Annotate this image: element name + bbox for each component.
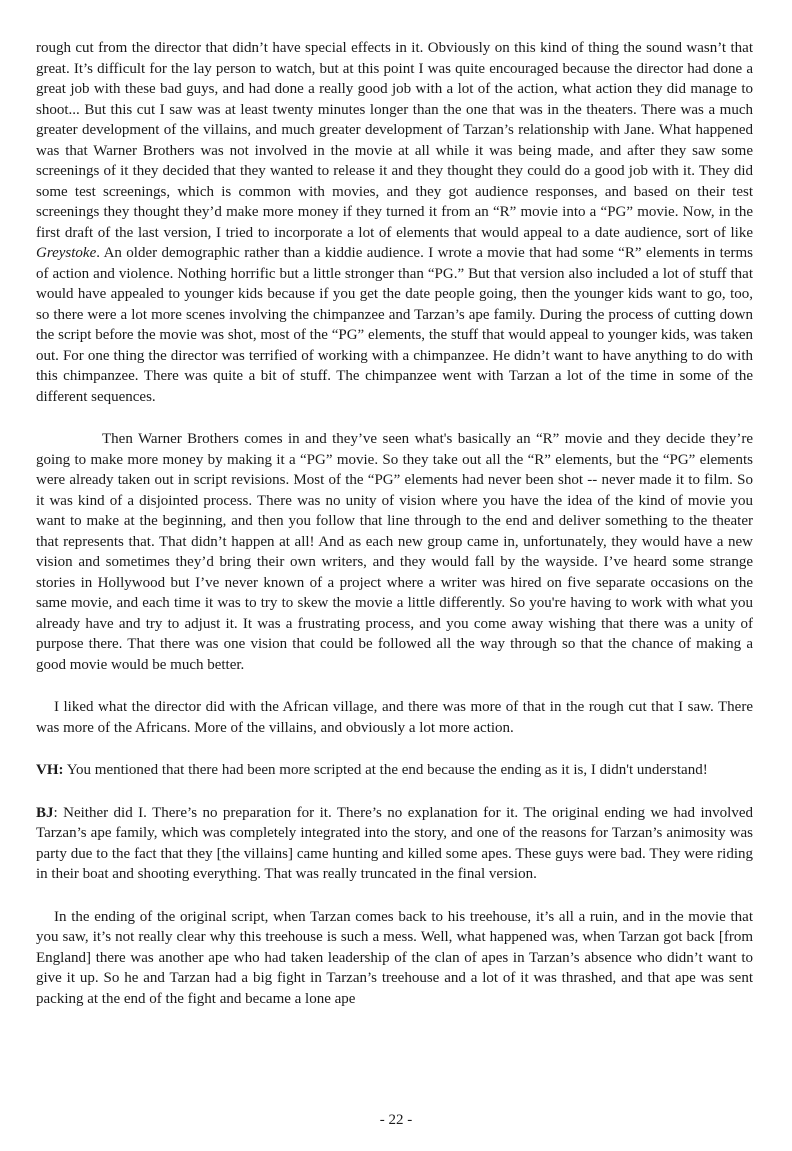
paragraph-2-text: Then Warner Brothers comes in and they’ve seen what's basically an “R” movie and they decide they’re going to make more money by making it a “PG” movie. So they take out all the “R” elements, but the “PG” elements were already taken out in script revisions. Most of the “PG” elements had never been shot -- never made it to film. So it was kind of a disjointed process. There was no unity of vision where you have the idea of the kind of movie you want to make at the beginning, and then you follow that line through to the end and deliver something to the theater that represents that. That didn’t happen at all! And as each new group came in, unfortunately, they would have a new vision and sometimes they’d bring their own writers, and they would fall by the wayside. I’ve heard some strange stories in Hollywood but I’ve never known of a project where a writer was hired on five separate occasions on the same movie, and each time it was to try to skew the movie a little differently. So you're having to work with what you already have and try to adjust it. It was a frustrating process, and you come away wishing that there was a unity of purpose there. That there was one vision that could be followed all the way through so that the chance of making a good movie would be much better. xyxy=(36,431,753,673)
paragraph-1-text-b: . An older demographic rather than a kiddie audience. I wrote a movie that had some “R” elements in terms of action and violence. Nothing horrific but a little stronger than “PG.” But that version also included a lot of stuff that would have appealed to younger kids because if you get the date people going, then the younger kids want to go, too, so there were a lot more scenes involving the chimpanzee and Tarzan’s ape family. During the process of cutting down the script before the movie was shot, most of the “PG” elements, the stuff that would appeal to younger kids, was taken out. For one thing the director was terrified of working with a chimpanzee. He didn’t want to have anything to do with this chimpanzee. There was quite a bit of stuff. The chimpanzee went with Tarzan a lot of the time in some of the different sequences. xyxy=(36,245,753,405)
paragraph-3-text: I liked what the director did with the African village, and there was more of that in the rough cut that I saw. There was more of the Africans. More of the villains, and obviously a lot more action. xyxy=(36,699,753,736)
page-body xyxy=(36,38,753,1031)
paragraph-3 xyxy=(36,697,753,738)
paragraph-6-text: In the ending of the original script, when Tarzan comes back to his treehouse, it’s all a ruin, and in the movie that you saw, it’s not really clear why this treehouse is such a mess. Well, what happened was, when Tarzan got back [from England] there was another ape who had taken leadership of the clan of apes in Tarzan’s absence who didn’t want to give it up. So he and Tarzan had a big fight in Tarzan’s treehouse and a lot of it was thrashed, and that ape was sent packing at the end of the fight and became a lone ape xyxy=(36,908,753,1007)
speaker-label-vh: VH: xyxy=(36,762,64,778)
paragraph-2 xyxy=(36,429,753,675)
paragraph-6 xyxy=(36,907,753,1010)
paragraph-4-text: You mentioned that there had been more scripted at the end because the ending as it is, I didn't understand! xyxy=(63,762,708,778)
paragraph-1-text-a: rough cut from the director that didn’t have special effects in it. Obviously on this kind of thing the sound wasn’t that great. It’s difficult for the lay person to watch, but at this point I was quite encouraged because the director had done a great job with these bad guys, and had done a really good job with a lot of the action, what action they did manage to shoot... But this cut I saw was at least twenty minutes longer than the one that was in the theaters. There was a much greater development of the villains, and much greater development of Tarzan’s relationship with Jane. What happened was that Warner Brothers was not involved in the movie at all while it was being made, and after they saw some screenings of it they decided that they wanted to release it and they thought they could do a good job with it. They did some test screenings, which is common with movies, and they got audience responses, and based on their test screenings they thought they’d make more money if they turned it from an “R” movie into a “PG” movie. Now, in the first draft of the last version, I tried to incorporate a lot of elements that would appeal to a date audience, sort of like xyxy=(36,40,753,241)
speaker-label-bj: BJ xyxy=(36,804,54,821)
paragraph-4-question xyxy=(36,760,753,781)
paragraph-5-answer xyxy=(36,803,753,885)
paragraph-5-text: : Neither did I. There’s no preparation for it. There’s no explanation for it. The original ending we had involved Tarzan’s ape family, which was completely integrated into the story, and one of the reasons for Tarzan’s animosity was party due to the fact that they [the villains] came hunting and killed some apes. These guys were bad. They were riding in their boat and shooting everything. That was really truncated in the final version. xyxy=(36,804,753,882)
film-title-greystoke: Greystoke xyxy=(36,245,97,261)
page-number: - 22 - xyxy=(379,1112,413,1128)
paragraph-1 xyxy=(36,38,753,407)
